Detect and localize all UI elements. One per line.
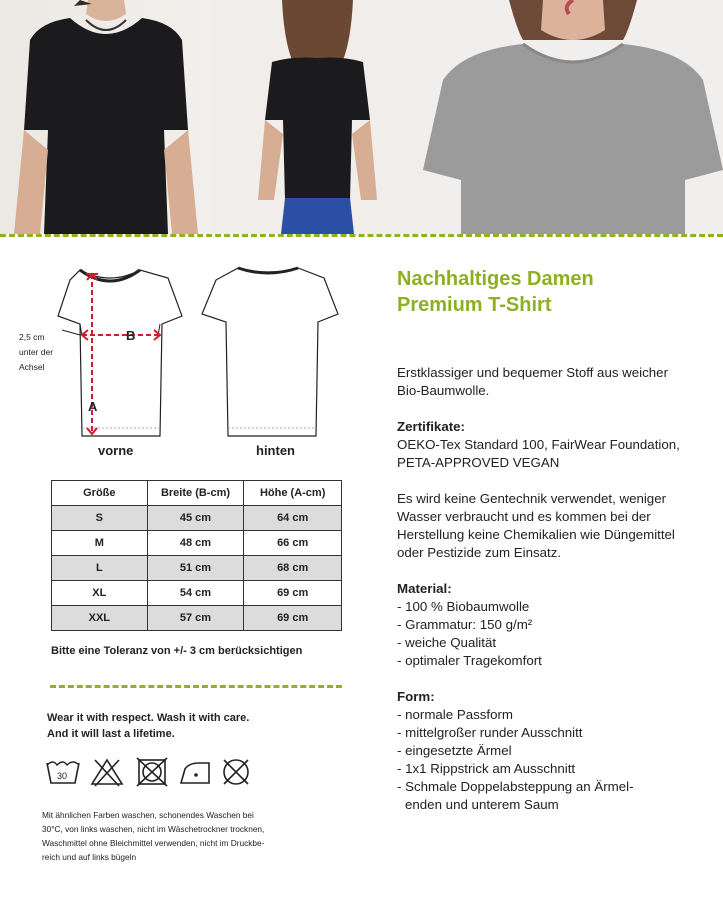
height-cell: 69 cm (244, 581, 342, 606)
width-cell: 57 cm (147, 606, 244, 631)
material-item: - weiche Qualität (397, 635, 497, 650)
intro-line: Bio-Baumwolle. (397, 383, 490, 398)
care-text-line: Mit ähnlichen Farben waschen, schonendes Waschen bei (42, 810, 254, 820)
label-a: A (88, 399, 98, 414)
form-item: - eingesetzte Ärmel (397, 743, 512, 758)
no-dry-clean-icon (224, 760, 248, 784)
front-shirt-outline (58, 270, 182, 436)
form-heading: Form: (397, 689, 435, 704)
cert-heading: Zertifikate: (397, 419, 465, 434)
header-width: Breite (B-cm) (147, 481, 244, 506)
photo-front-black (0, 0, 212, 234)
material-item: - optimaler Tragekomfort (397, 653, 542, 668)
divider-top (0, 234, 723, 237)
cert-line: OEKO-Tex Standard 100, FairWear Foundation, (397, 437, 680, 452)
iron-low-icon (181, 763, 209, 783)
note-pointer (62, 330, 80, 335)
front-label: vorne (98, 443, 134, 458)
form-section (397, 688, 634, 814)
material-heading: Material: (397, 581, 452, 596)
size-table-header (52, 481, 342, 506)
note-line-3: Achsel (19, 362, 45, 372)
table-row (52, 606, 342, 631)
height-cell: 69 cm (244, 606, 342, 631)
wash-temp-label: 30 (57, 771, 68, 781)
note-line-2: unter der (19, 347, 54, 357)
form-item: - Schmale Doppelabsteppung an Ärmel- (397, 779, 634, 794)
back-label: hinten (256, 443, 295, 458)
size-cell: S (52, 506, 148, 531)
material-section (397, 580, 542, 670)
divider-mid (50, 685, 342, 688)
care-instructions (42, 808, 322, 864)
product-title-line-2: Premium T-Shirt (397, 294, 552, 316)
height-cell: 68 cm (244, 556, 342, 581)
size-cell: M (52, 531, 148, 556)
material-item: - Grammatur: 150 g/m² (397, 617, 533, 632)
eco-line: Herstellung keine Chemikalien wie Düngemittel (397, 527, 675, 542)
size-cell: XXL (52, 606, 148, 631)
width-cell: 45 cm (147, 506, 244, 531)
care-icons (45, 757, 255, 792)
eco-line: Wasser verbraucht und es kommen bei der (397, 509, 651, 524)
table-row (52, 581, 342, 606)
size-cell: XL (52, 581, 148, 606)
table-row (52, 531, 342, 556)
width-cell: 48 cm (147, 531, 244, 556)
material-item: - 100 % Biobaumwolle (397, 599, 530, 614)
header-size: Größe (52, 481, 148, 506)
eco-line: Es wird keine Gentechnik verwendet, weniger (397, 491, 667, 506)
eco-line: oder Pestizide zum Einsatz. (397, 545, 562, 560)
form-item: - 1x1 Rippstrick am Ausschnitt (397, 761, 576, 776)
no-bleach-icon (92, 760, 122, 786)
width-cell: 51 cm (147, 556, 244, 581)
cert-line: PETA-APPROVED VEGAN (397, 455, 560, 470)
eco-statement (397, 490, 675, 562)
care-slogan-line-1: Wear it with respect. Wash it with care. (47, 712, 250, 724)
care-slogan (47, 710, 249, 742)
product-title (397, 266, 594, 318)
table-row (52, 556, 342, 581)
care-text-line: Waschmittel ohne Bleichmittel verwenden, nicht im Druckbe- (42, 838, 265, 848)
photo-strip (0, 0, 723, 234)
height-cell: 66 cm (244, 531, 342, 556)
table-row (52, 506, 342, 531)
product-title-line-1: Nachhaltiges Damen (397, 268, 594, 290)
certificates (397, 418, 680, 472)
size-cell: L (52, 556, 148, 581)
photo-back-black (212, 0, 423, 234)
care-slogan-line-2: And it will last a lifetime. (47, 728, 175, 740)
header-height: Höhe (A-cm) (244, 481, 342, 506)
intro-line: Erstklassiger und bequemer Stoff aus weicher (397, 365, 669, 380)
wash-30-icon (47, 762, 79, 783)
no-tumble-dry-icon (137, 758, 167, 786)
label-b: B (126, 328, 136, 343)
note-line-1: 2,5 cm (19, 332, 45, 342)
size-diagram (10, 258, 340, 468)
height-cell: 64 cm (244, 506, 342, 531)
care-text-line: 30°C, von links waschen, nicht im Wäschetrockner trocknen, (42, 824, 265, 834)
tolerance-note: Bitte eine Toleranz von +/- 3 cm berücksichtigen (51, 645, 303, 657)
form-item-continuation: enden und unterem Saum (405, 797, 559, 812)
form-item: - normale Passform (397, 707, 514, 722)
photo-closeup-grey (423, 0, 723, 234)
size-table (51, 480, 342, 631)
width-cell: 54 cm (147, 581, 244, 606)
product-intro (397, 364, 668, 400)
care-text-line: reich und auf links bügeln (42, 852, 137, 862)
back-shirt-outline (202, 268, 338, 436)
form-item: - mittelgroßer runder Ausschnitt (397, 725, 583, 740)
